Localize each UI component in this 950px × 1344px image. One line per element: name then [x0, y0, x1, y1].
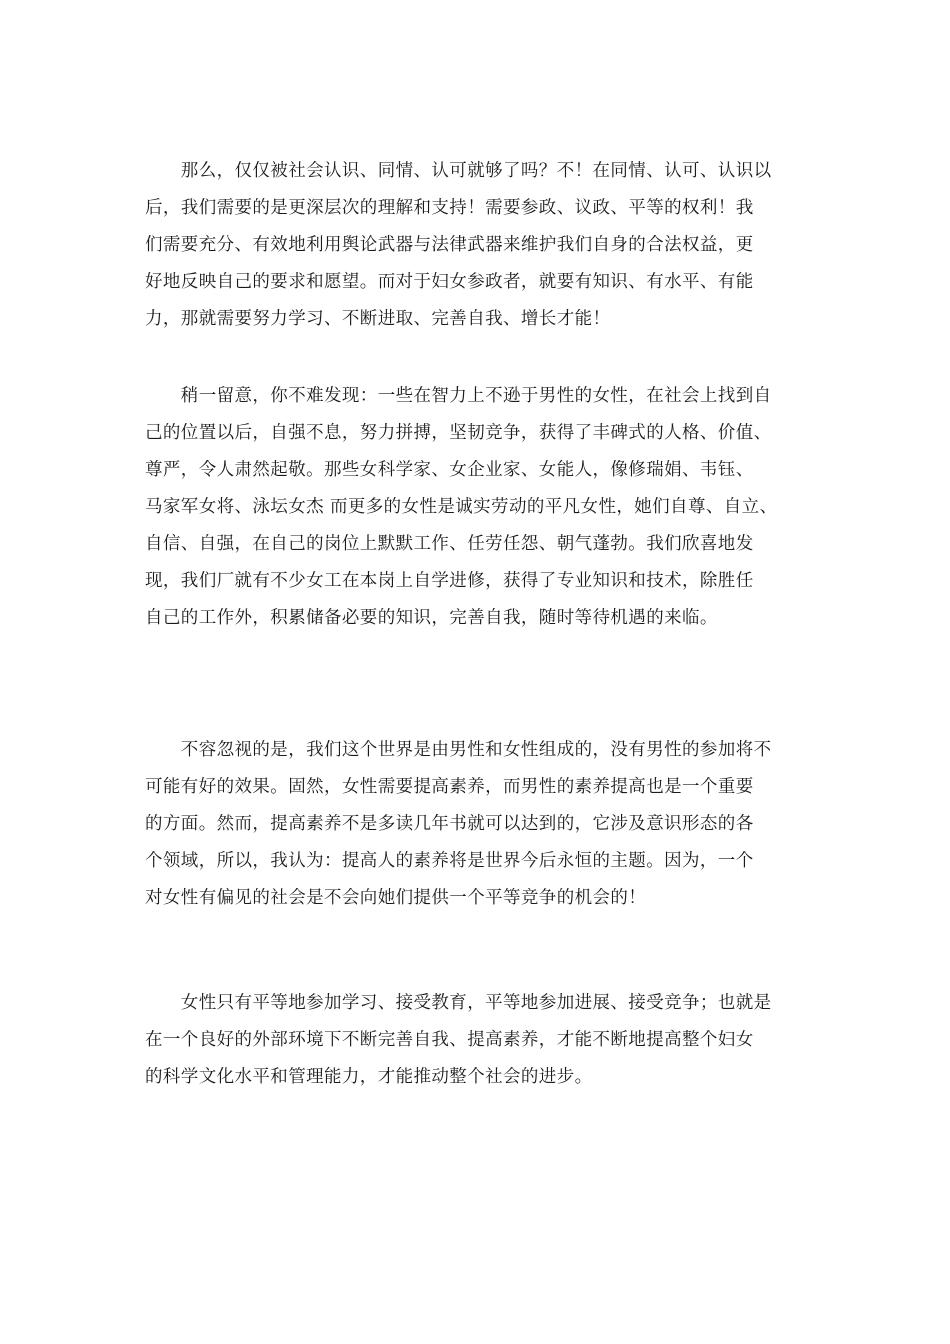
paragraph-line: 对女性有偏见的社会是不会向她们提供一个平等竞争的机会的！ — [145, 888, 647, 908]
paragraph-line: 个领域，所以，我认为：提高人的素养将是世界今后永恒的主题。因为，一个 — [145, 851, 754, 871]
paragraph-line: 的科学文化水平和管理能力，才能推动整个社会的进步。 — [145, 1067, 593, 1087]
paragraph-line: 那么，仅仅被社会认识、同情、认可就够了吗？不！在同情、认可、认识以 — [145, 161, 772, 181]
paragraph-line: 后，我们需要的是更深层次的理解和支持！需要参政、议政、平等的权利！我 — [145, 198, 754, 218]
paragraph-line: 现，我们厂就有不少女工在本岗上自学进修，获得了专业知识和技术，除胜任 — [145, 571, 754, 591]
paragraph-line: 力，那就需要努力学习、不断进取、完善自我、增长才能！ — [145, 309, 611, 329]
paragraph-line: 的方面。然而，提高素养不是多读几年书就可以达到的，它涉及意识形态的各 — [145, 814, 754, 834]
paragraph-line: 尊严，令人肃然起敬。那些女科学家、女企业家、女能人，像修瑞娟、韦钰、 — [145, 460, 754, 480]
paragraph-line: 们需要充分、有效地利用舆论武器与法律武器来维护我们自身的合法权益，更 — [145, 235, 754, 255]
paragraph-line: 自己的工作外，积累储备必要的知识，完善自我，随时等待机遇的来临。 — [145, 608, 718, 628]
paragraph-line: 好地反映自己的要求和愿望。而对于妇女参政者，就要有知识、有水平、有能 — [145, 272, 754, 292]
paragraph-line: 稍一留意，你不难发现：一些在智力上不逊于男性的女性，在社会上找到自 — [145, 386, 772, 406]
paragraph-line: 马家军女将、泳坛女杰 而更多的女性是诚实劳动的平凡女性，她们自尊、自立、 — [145, 497, 778, 517]
paragraph-line: 己的位置以后，自强不息，努力拼搏，坚韧竞争，获得了丰碑式的人格、价值、 — [145, 423, 772, 443]
paragraph-line: 自信、自强，在自己的岗位上默默工作、任劳任怨、朝气蓬勃。我们欣喜地发 — [145, 534, 754, 554]
paragraph-line: 不容忽视的是，我们这个世界是由男性和女性组成的，没有男性的参加将不 — [145, 740, 772, 760]
paragraph-line: 在一个良好的外部环境下不断完善自我、提高素养，才能不断地提高整个妇女 — [145, 1030, 754, 1050]
paragraph-line: 可能有好的效果。固然，女性需要提高素养，而男性的素养提高也是一个重要 — [145, 777, 754, 797]
paragraph-line: 女性只有平等地参加学习、接受教育，平等地参加进展、接受竞争；也就是 — [145, 993, 772, 1013]
